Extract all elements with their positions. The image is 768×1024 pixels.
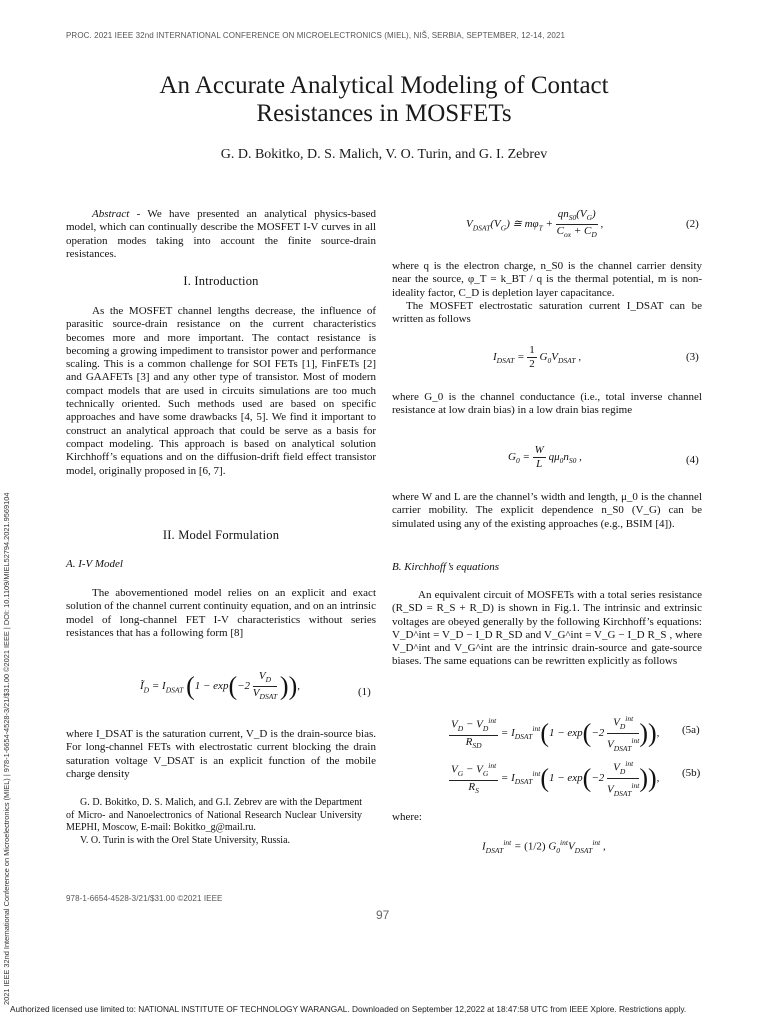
model-text: The abovementioned model relies on an explicit and exact solution of the channel current continuity equation, and on an intrinsic model of long-channel FET I-V characteristics without series resistances that has a following form [8] xyxy=(66,587,376,639)
equation-5a-number: (5a) xyxy=(682,724,700,736)
paragraph-after-eq3 xyxy=(392,391,702,418)
equation-idsat-int: $I_{DSAT}^{int} = (1/2)$ $G_0^{int}V_{DSAT}^{int}$ , xyxy=(482,838,606,855)
section-heading-introduction: I. Introduction xyxy=(183,274,259,288)
abstract xyxy=(66,208,376,261)
equation-2-number: (2) xyxy=(686,218,699,230)
equation-5b: $\frac{V_G - V_G^{int}}{R_S}$ = $I_{DSAT}^{int}(1 - \exp(-2$ $\frac{V_D^{int}}{V_{DSAT}^{int}}$ )), xyxy=(451,759,660,798)
kirchhoff-paragraph xyxy=(392,589,702,669)
subsection-kirchhoff: B. Kirchhoff’s equations xyxy=(392,561,500,573)
equation-4-number: (4) xyxy=(686,454,699,466)
equation-5a: $\frac{V_D - V_D^{int}}{R_{SD}}$ = $I_{DSAT}^{int}(1 - \exp(-2$ $\frac{V_D^{int}}{V_{DSAT}^{int}}$ )), xyxy=(451,714,660,753)
title-line-1: An Accurate Analytical Modeling of Contact xyxy=(159,72,609,99)
where-label: where: xyxy=(392,811,422,823)
equation-3-number: (3) xyxy=(686,351,699,363)
paragraph-after-eq4 xyxy=(392,491,702,531)
equation-1: $Ĩ_D = I_{DSAT}$ (1 − exp(−2 $\frac{V_D}{V_{DSAT}}$ )), xyxy=(140,670,300,702)
subsection-iv-model: A. I-V Model xyxy=(66,558,123,570)
abstract-text: - We have presented an analytical physics-based model, which can continually describe the MOSFET I-V curves in all operation modes taking into account the finite source-drain resistances. xyxy=(66,208,376,260)
equation-2: $V_{DSAT}(V_G)$ ≅ $m\varphi_T$ + $\frac{qn_{S0}(V_G)}{C_{ox} + C_D}$ , xyxy=(466,208,604,240)
equation-4: $G_0$ = $\frac{W}{L}$ $q\mu_0n_{S0}$ , xyxy=(508,444,582,470)
paragraph-after-eq2 xyxy=(392,260,702,326)
intro-text: As the MOSFET channel lengths decrease, the influence of parasitic source-drain resistance on the current characteristics becomes more and more important. The contact resistance is becoming a growing impediment to transistor power and performance scaling. This is a common challenge for SOI FETs [1], FinFETs [2] and GAAFETs [3] and any other type of transistor. Most of modern compact models that are used in circuits simulations are too much technically oriented. Such methods used are based on specific approaches and have some drawbacks [4, 5]. We find it important to construct an analytical approach that could be serve as a basis for compact modeling. This approach is based on analytical solution Kirchhoff’s equations and on the diffusion-drift field effect transistor model, originally proposed in [6, 7]. xyxy=(66,305,376,477)
p4-text: where W and L are the channel’s width and length, μ_0 is the channel carrier mobility. The explicit dependence n_S0 (V_G) can be simulated using any of the existing approaches (e.g., BSIM [4]). xyxy=(392,491,702,530)
footnote-affiliation-mephi: G. D. Bokitko, D. S. Malich, and G.I. Zebrev are with the Department of Micro- and Nanoelectronics of National Research Nuclear University MEPHI, Moscow, E-mail: Bokitko_g@mail.ru. xyxy=(66,797,362,833)
after-eq1-text: where I_DSAT is the saturation current, V_D is the drain-source bias. For long-channel FETs with electrostatic current blocking the drain saturation voltage V_DSAT is an explicit function of the mobile charge density xyxy=(66,728,376,780)
page-number: 97 xyxy=(376,908,390,922)
introduction-paragraph xyxy=(66,305,376,478)
p1-text: where q is the electron charge, n_S0 is the channel carrier density near the source, φ_T = k_BT / q is the thermal potential, m is non-ideality factor, C_D is depletion layer capacitance. xyxy=(392,260,702,299)
p5-text: An equivalent circuit of MOSFETs with a total series resistance (R_SD = R_S + R_D) is shown in Fig.1. The intrinsic and extrinsic voltages are obeyed generally by the following Kirchhoff’s equations: V_D^int = V_D − I_D R_SD and V_G^int = V_G − I_D R_S , where V_D^int and V_G^int are the intrinsic drain-source and gate-source biases. The same equations can be rewritten explicitly as follows xyxy=(392,589,702,668)
title-line-2: Resistances in MOSFETs xyxy=(256,100,512,127)
equation-1-number: (1) xyxy=(358,686,371,698)
equation-3: $I_{DSAT}$ = $\frac{1}{2}$ $G_0V_{DSAT}$ , xyxy=(493,344,582,370)
conference-header: PROC. 2021 IEEE 32nd INTERNATIONAL CONFERENCE ON MICROELECTRONICS (MIEL), NIŠ, SERBIA, SEPTEMBER, 12-14, 2021 xyxy=(66,31,566,40)
author-footnotes xyxy=(66,797,362,847)
p3-text: where G_0 is the channel conductance (i.e., total inverse channel resistance at low drain bias) in a low drain bias regime xyxy=(392,391,702,417)
side-doi-strip: 2021 IEEE 32nd International Conference on Microelectronics (MIEL) | 978-1-6654-4528-3/21/$31.00 ©2021 IEEE | DOI: 10.1109/MIEL52794.2021.9569104 xyxy=(2,492,11,1005)
equation-5b-number: (5b) xyxy=(682,767,701,779)
author-list: G. D. Bokitko, D. S. Malich, V. O. Turin, and G. I. Zebrev xyxy=(220,147,548,162)
after-eq1-paragraph xyxy=(66,728,376,781)
isbn-line: 978-1-6654-4528-3/21/$31.00 ©2021 IEEE xyxy=(66,894,223,903)
p2-text: The MOSFET electrostatic saturation current I_DSAT can be written as follows xyxy=(392,299,702,326)
license-notice: Authorized licensed use limited to: NATIONAL INSTITUTE OF TECHNOLOGY WARANGAL. Downloaded on September 12,2022 at 18:47:58 UTC from IEEE Xplore. Restrictions apply. xyxy=(10,1004,687,1014)
paper-title xyxy=(60,72,708,128)
footnote-affiliation-orel: V. O. Turin is with the Orel State University, Russia. xyxy=(80,834,291,846)
section-heading-model-formulation: II. Model Formulation xyxy=(162,528,280,542)
abstract-label: Abstract xyxy=(92,208,130,220)
model-paragraph xyxy=(66,587,376,640)
